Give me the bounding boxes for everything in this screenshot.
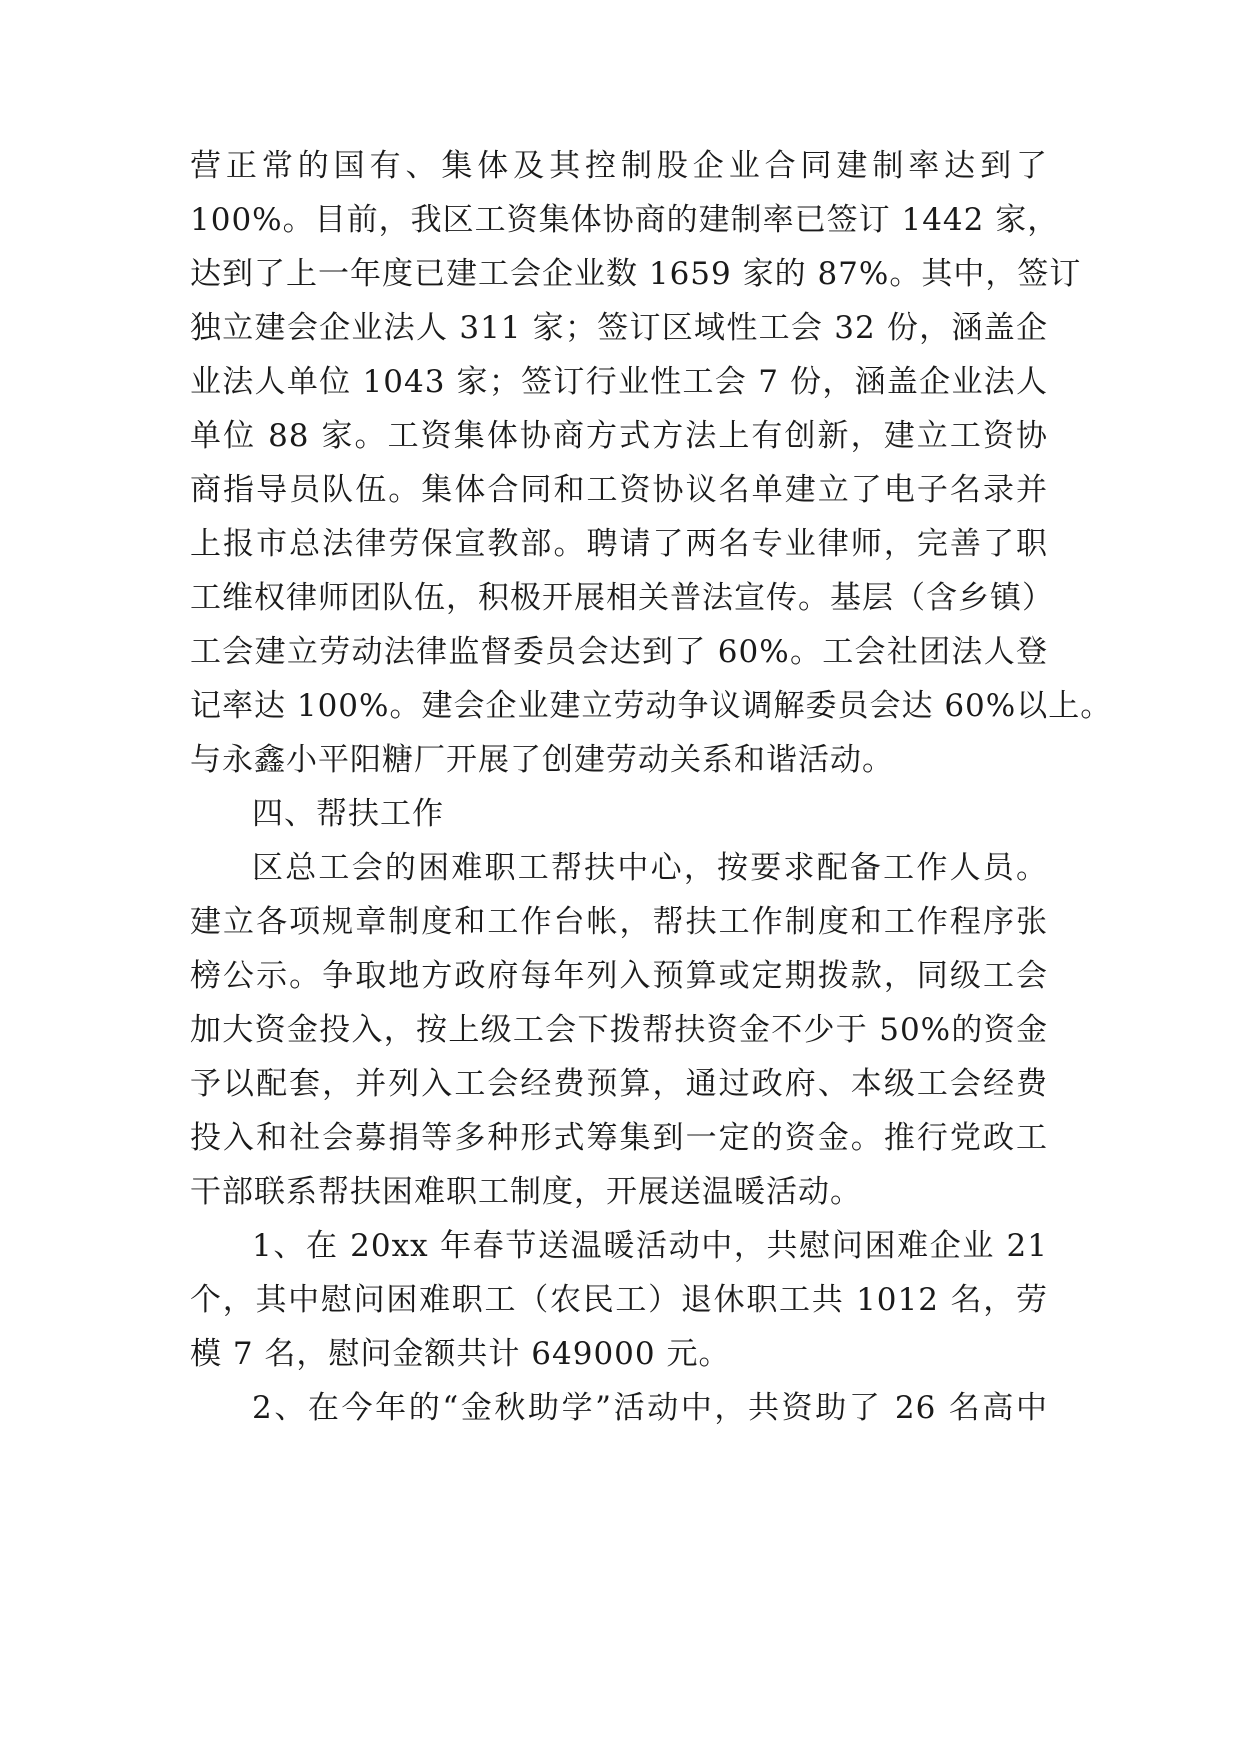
text-line: 业法人单位 1043 家；签订行业性工会 7 份，涵盖企业法人 xyxy=(190,364,1048,400)
text-line: 达到了上一年度已建工会企业数 1659 家的 87%。其中，签订 xyxy=(190,256,1082,292)
text-line: 区总工会的困难职工帮扶中心，按要求配备工作人员。 xyxy=(252,850,1048,886)
text-line: 商指导员队伍。集体合同和工资协议名单建立了电子名录并 xyxy=(190,472,1048,508)
text-line: 2、在今年的“金秋助学”活动中，共资助了 26 名高中 xyxy=(252,1390,1048,1426)
text-line: 100%。目前，我区工资集体协商的建制率已签订 1442 家， xyxy=(190,202,1060,238)
text-line: 个，其中慰问困难职工（农民工）退休职工共 1012 名，劳 xyxy=(190,1282,1048,1318)
text-line: 建立各项规章制度和工作台帐，帮扶工作制度和工作程序张 xyxy=(190,904,1048,940)
text-line: 营正常的国有、集体及其控制股企业合同建制率达到了 xyxy=(190,148,1048,184)
text-line: 予以配套，并列入工会经费预算，通过政府、本级工会经费 xyxy=(190,1066,1048,1102)
text-line: 单位 88 家。工资集体协商方式方法上有创新，建立工资协 xyxy=(190,418,1048,454)
text-line: 加大资金投入，按上级工会下拨帮扶资金不少于 50%的资金 xyxy=(190,1012,1048,1048)
text-line: 干部联系帮扶困难职工制度，开展送温暖活动。 xyxy=(190,1174,862,1210)
text-line: 上报市总法律劳保宣教部。聘请了两名专业律师，完善了职 xyxy=(190,526,1048,562)
text-line: 记率达 100%。建会企业建立劳动争议调解委员会达 60%以上。 xyxy=(190,688,1113,724)
text-line: 1、在 20xx 年春节送温暖活动中，共慰问困难企业 21 xyxy=(252,1228,1048,1264)
text-line: 投入和社会募捐等多种形式筹集到一定的资金。推行党政工 xyxy=(190,1120,1048,1156)
text-line: 榜公示。争取地方政府每年列入预算或定期拨款，同级工会 xyxy=(190,958,1048,994)
text-line: 工维权律师团队伍，积极开展相关普法宣传。基层（含乡镇） xyxy=(190,580,1054,616)
text-line: 与永鑫小平阳糖厂开展了创建劳动关系和谐活动。 xyxy=(190,742,894,778)
text-line: 工会建立劳动法律监督委员会达到了 60%。工会社团法人登 xyxy=(190,634,1048,670)
section-heading: 四、帮扶工作 xyxy=(252,796,444,832)
text-line: 模 7 名，慰问金额共计 649000 元。 xyxy=(190,1336,731,1372)
text-line: 独立建会企业法人 311 家；签订区域性工会 32 份，涵盖企 xyxy=(190,310,1048,346)
